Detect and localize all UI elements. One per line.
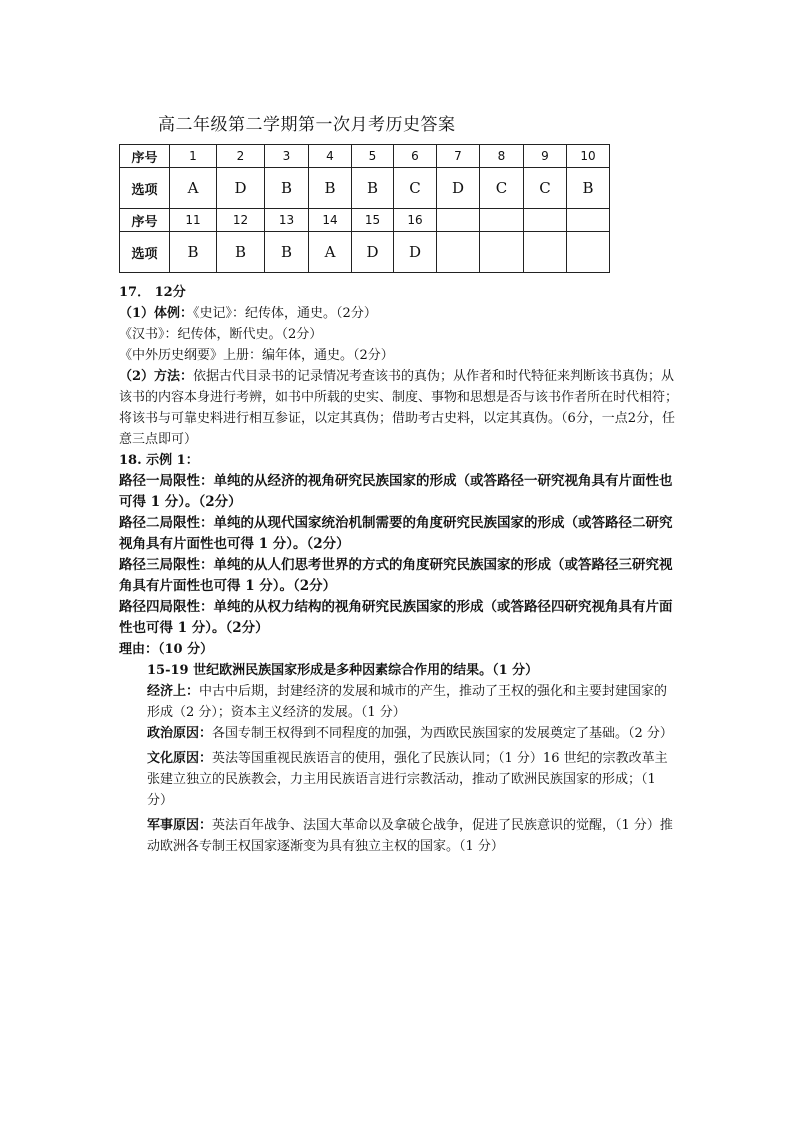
answer-cell: C [524, 168, 567, 209]
number-cell: 9 [524, 145, 567, 168]
answer-cell: C [394, 168, 437, 209]
answer-cell: A [170, 168, 217, 209]
q18-cultural [119, 748, 679, 811]
answer-cell: D [394, 232, 437, 273]
num-header-cell: 序号 [120, 145, 170, 168]
number-cell: 15 [352, 209, 394, 232]
q17-part1-text: 《史记》：纪传体，通史。（2分） [193, 306, 377, 321]
answer-cell: B [567, 168, 610, 209]
answer-cell: B [309, 168, 352, 209]
q17-part1 [119, 303, 679, 324]
answer-cell: B [217, 232, 265, 273]
answer-cell [524, 232, 567, 273]
table-row [120, 145, 610, 168]
q17-part2 [119, 366, 679, 450]
answer-cell: C [480, 168, 524, 209]
answer-cell: B [265, 168, 309, 209]
number-cell: 1 [170, 145, 217, 168]
q18-political [119, 723, 679, 744]
number-cell [480, 209, 524, 232]
number-cell: 7 [437, 145, 480, 168]
q18-political-label: 政治原因： [147, 726, 213, 741]
answer-cell: A [309, 232, 352, 273]
number-cell [524, 209, 567, 232]
q17-part2-label: （2）方法： [119, 369, 194, 384]
num-header-cell: 序号 [120, 209, 170, 232]
answer-cell: B [170, 232, 217, 273]
q18-military-label: 军事原因： [147, 818, 213, 833]
answer-body [119, 282, 679, 857]
number-cell: 3 [265, 145, 309, 168]
q18-economic [119, 681, 679, 723]
table-row [120, 232, 610, 273]
answer-cell: B [265, 232, 309, 273]
answer-cell: D [352, 232, 394, 273]
q17-line2: 《汉书》：纪传体，断代史。（2分） [119, 327, 323, 342]
number-cell [437, 209, 480, 232]
answer-cell [567, 232, 610, 273]
number-cell: 14 [309, 209, 352, 232]
opt-header-cell: 选项 [120, 232, 170, 273]
q17-part1-label: （1）体例： [119, 306, 194, 321]
number-cell: 8 [480, 145, 524, 168]
q18-limitation-1: 路径一局限性：单纯的从经济的视角研究民族国家的形成（或答路径一研究视角具有片面性也可得 1 分）。（2分） [119, 473, 673, 510]
number-cell: 5 [352, 145, 394, 168]
answer-cell [437, 232, 480, 273]
q18-military-text: 英法百年战争、法国大革命以及拿破仑战争，促进了民族意识的觉醒，（1 分）推动欧洲各专制王权国家逐渐变为具有独立主权的国家。（1 分） [147, 818, 673, 854]
number-cell: 12 [217, 209, 265, 232]
table-row [120, 168, 610, 209]
q18-limitation-4: 路径四局限性：单纯的从权力结构的视角研究民族国家的形成（或答路径四研究视角具有片面性也可得 1 分）。（2分） [119, 599, 673, 636]
q18-cultural-text: 英法等国重视民族语言的使用，强化了民族认同；（1 分）16 世纪的宗教改革主张建立独立的民族教会，力主用民族语言进行宗教活动，推动了欧洲民族国家的形成；（1 分） [147, 751, 668, 808]
q18-summary: 15-19 世纪欧洲民族国家形成是多种因素综合作用的结果。（1 分） [147, 663, 539, 678]
number-cell: 4 [309, 145, 352, 168]
q18-heading: 18. 示例 1： [119, 453, 199, 468]
q18-economic-text: 中古中后期，封建经济的发展和城市的产生，推动了王权的强化和主要封建国家的形成（2 分）；资本主义经济的发展。（1 分） [147, 684, 668, 720]
number-cell: 13 [265, 209, 309, 232]
number-cell: 2 [217, 145, 265, 168]
q18-political-text: 各国专制王权得到不同程度的加强，为西欧民族国家的发展奠定了基础。（2 分） [212, 726, 673, 741]
answer-cell: B [352, 168, 394, 209]
q18-limitation-2: 路径二局限性：单纯的从现代国家统治机制需要的角度研究民族国家的形成（或答路径二研究视角具有片面性也可得 1 分）。（2分） [119, 515, 673, 552]
number-cell: 6 [394, 145, 437, 168]
number-cell: 16 [394, 209, 437, 232]
q18-cultural-label: 文化原因： [147, 751, 213, 766]
q18-economic-label: 经济上： [147, 684, 200, 699]
answer-cell [480, 232, 524, 273]
answer-table [119, 144, 610, 273]
answer-cell: D [437, 168, 480, 209]
q18-limitation-3: 路径三局限性：单纯的从人们思考世界的方式的角度研究民族国家的形成（或答路径三研究视角具有片面性也可得 1 分）。（2分） [119, 557, 673, 594]
answer-cell: D [217, 168, 265, 209]
number-cell: 11 [170, 209, 217, 232]
q17-part2-text: 依据古代目录书的记录情况考查该书的真伪；从作者和时代特征来判断该书真伪；从该书的内容本身进行考辨，如书中所载的史实、制度、事物和思想是否与该书作者所在时代相符；将该书与可靠史料进行相互参证，以定其真伪；借助考古史料，以定其真伪。（6分，一点2分，任意三点即可） [119, 369, 679, 447]
page-title: 高二年级第二学期第一次月考历史答案 [158, 115, 456, 135]
number-cell [567, 209, 610, 232]
q18-military [119, 815, 679, 857]
q18-reason-heading: 理由：（10 分） [119, 642, 214, 657]
q17-heading: 17． 12分 [119, 285, 186, 300]
opt-header-cell: 选项 [120, 168, 170, 209]
q17-line3: 《中外历史纲要》上册：编年体，通史。（2分） [119, 348, 394, 363]
number-cell: 10 [567, 145, 610, 168]
table-row [120, 209, 610, 232]
